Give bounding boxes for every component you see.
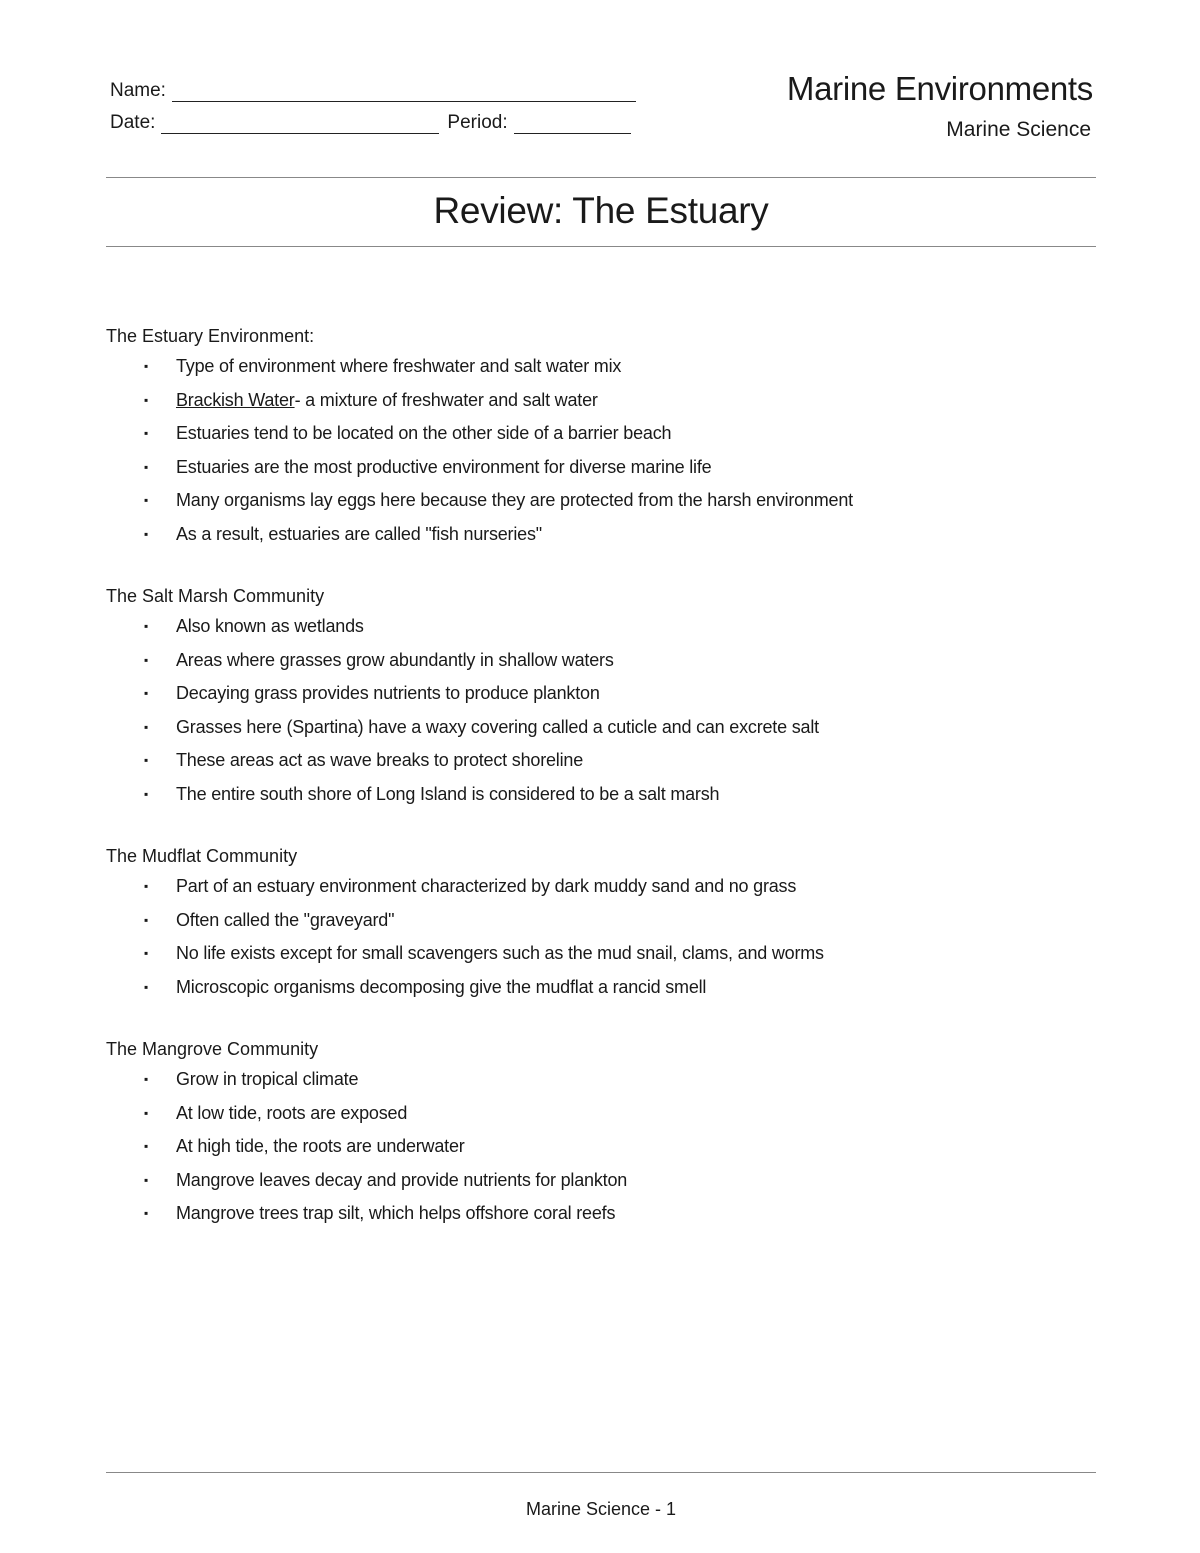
list-item-text: Microscopic organisms decomposing give the mudflat a rancid smell (176, 976, 707, 997)
bullet-icon: ▪ (144, 753, 149, 767)
section-heading: The Mangrove Community (106, 1039, 319, 1059)
list-item-text: At high tide, the roots are underwater (176, 1136, 465, 1156)
bullet-list (106, 870, 1096, 1004)
date-label: Date: (110, 112, 156, 133)
period-blank-line[interactable] (514, 113, 631, 134)
bullet-list (106, 610, 1096, 811)
bullet-icon: ▪ (144, 1206, 149, 1220)
bullet-icon: ▪ (144, 359, 149, 373)
list-item (106, 937, 1096, 971)
list-item (106, 384, 1096, 418)
section (106, 582, 1096, 811)
list-item (106, 1130, 1096, 1164)
bullet-icon: ▪ (144, 1072, 149, 1086)
page-title: Review: The Estuary (433, 190, 769, 231)
list-item (106, 1063, 1096, 1097)
header-divider-top (106, 177, 1096, 178)
list-item-text: Mangrove trees trap silt, which helps offshore coral reefs (176, 1203, 616, 1223)
list-item (106, 870, 1096, 904)
bullet-icon: ▪ (144, 912, 149, 927)
list-item (106, 610, 1096, 644)
course-subtitle: Marine Science (946, 118, 1091, 141)
section-heading: The Mudflat Community (106, 846, 298, 866)
list-item (106, 417, 1096, 451)
list-item-text: Areas where grasses grow abundantly in shallow waters (176, 649, 614, 670)
list-item (106, 1097, 1096, 1131)
header-divider-bottom (106, 246, 1096, 247)
footer-divider (106, 1472, 1096, 1473)
bullet-icon: ▪ (144, 979, 149, 994)
list-item (106, 711, 1096, 745)
list-item-text: Decaying grass provides nutrients to produce plankton (176, 683, 600, 703)
bullet-icon: ▪ (144, 526, 149, 541)
bullet-list (106, 350, 1096, 551)
list-item (106, 971, 1096, 1005)
list-item-text: Grow in tropical climate (176, 1069, 359, 1089)
section (106, 322, 1096, 551)
list-item-text: Mangrove leaves decay and provide nutrients for plankton (176, 1169, 628, 1190)
name-field[interactable] (110, 80, 636, 102)
list-item-text: At low tide, roots are exposed (176, 1102, 408, 1123)
list-item-text: Estuaries tend to be located on the other side of a barrier beach (176, 423, 672, 443)
list-item-text: The entire south shore of Long Island is considered to be a salt marsh (176, 783, 720, 804)
list-item (106, 451, 1096, 485)
page-footer: Marine Science - 1 (525, 1499, 677, 1519)
bullet-icon: ▪ (144, 493, 149, 507)
list-item-text: Type of environment where freshwater and salt water mix (176, 356, 622, 376)
bullet-list (106, 1063, 1096, 1231)
list-item (106, 677, 1096, 711)
key-term: Brackish Water (176, 389, 295, 410)
name-blank-line[interactable] (172, 81, 636, 102)
list-item-text: Estuaries are the most productive environment for diverse marine life (176, 456, 712, 477)
bullet-icon: ▪ (144, 652, 149, 667)
section-heading: The Salt Marsh Community (106, 586, 325, 606)
bullet-icon: ▪ (144, 619, 149, 633)
bullet-icon: ▪ (144, 392, 149, 407)
list-item-text: Grasses here (Spartina) have a waxy covering called a cuticle and can excrete salt (176, 716, 819, 737)
section-heading: The Estuary Environment: (106, 326, 315, 346)
bullet-icon: ▪ (144, 686, 149, 700)
list-item (106, 518, 1096, 552)
review-content (106, 322, 1096, 1262)
bullet-icon: ▪ (144, 879, 149, 893)
name-label: Name: (110, 80, 166, 101)
list-item-text: Many organisms lay eggs here because they are protected from the harsh environment (176, 490, 853, 510)
list-item (106, 350, 1096, 384)
bullet-icon: ▪ (144, 1105, 149, 1120)
period-label: Period: (447, 112, 508, 133)
list-item-text: As a result, estuaries are called "fish nurseries" (176, 523, 542, 544)
list-item (106, 904, 1096, 938)
bullet-icon: ▪ (144, 459, 149, 474)
date-period-row (110, 112, 631, 134)
bullet-icon: ▪ (144, 426, 149, 440)
section (106, 842, 1096, 1004)
course-title: Marine Environments (786, 70, 1093, 107)
bullet-icon: ▪ (144, 1172, 149, 1187)
list-item (106, 778, 1096, 812)
list-item (106, 484, 1096, 518)
bullet-icon: ▪ (144, 1139, 149, 1153)
bullet-icon: ▪ (144, 719, 149, 734)
bullet-icon: ▪ (144, 946, 149, 960)
list-item (106, 744, 1096, 778)
list-item-text: Often called the "graveyard" (176, 909, 395, 930)
list-item-text: - a mixture of freshwater and salt water (294, 389, 598, 410)
date-blank-line[interactable] (161, 113, 439, 134)
list-item-text: Part of an estuary environment characterized by dark muddy sand and no grass (176, 876, 797, 896)
list-item (106, 1164, 1096, 1198)
list-item (106, 1197, 1096, 1231)
list-item-text: These areas act as wave breaks to protect shoreline (176, 750, 584, 770)
list-item (106, 644, 1096, 678)
section (106, 1035, 1096, 1231)
list-item-text: Also known as wetlands (176, 616, 364, 636)
list-item-text: No life exists except for small scavengers such as the mud snail, clams, and worms (176, 943, 824, 963)
bullet-icon: ▪ (144, 786, 149, 801)
